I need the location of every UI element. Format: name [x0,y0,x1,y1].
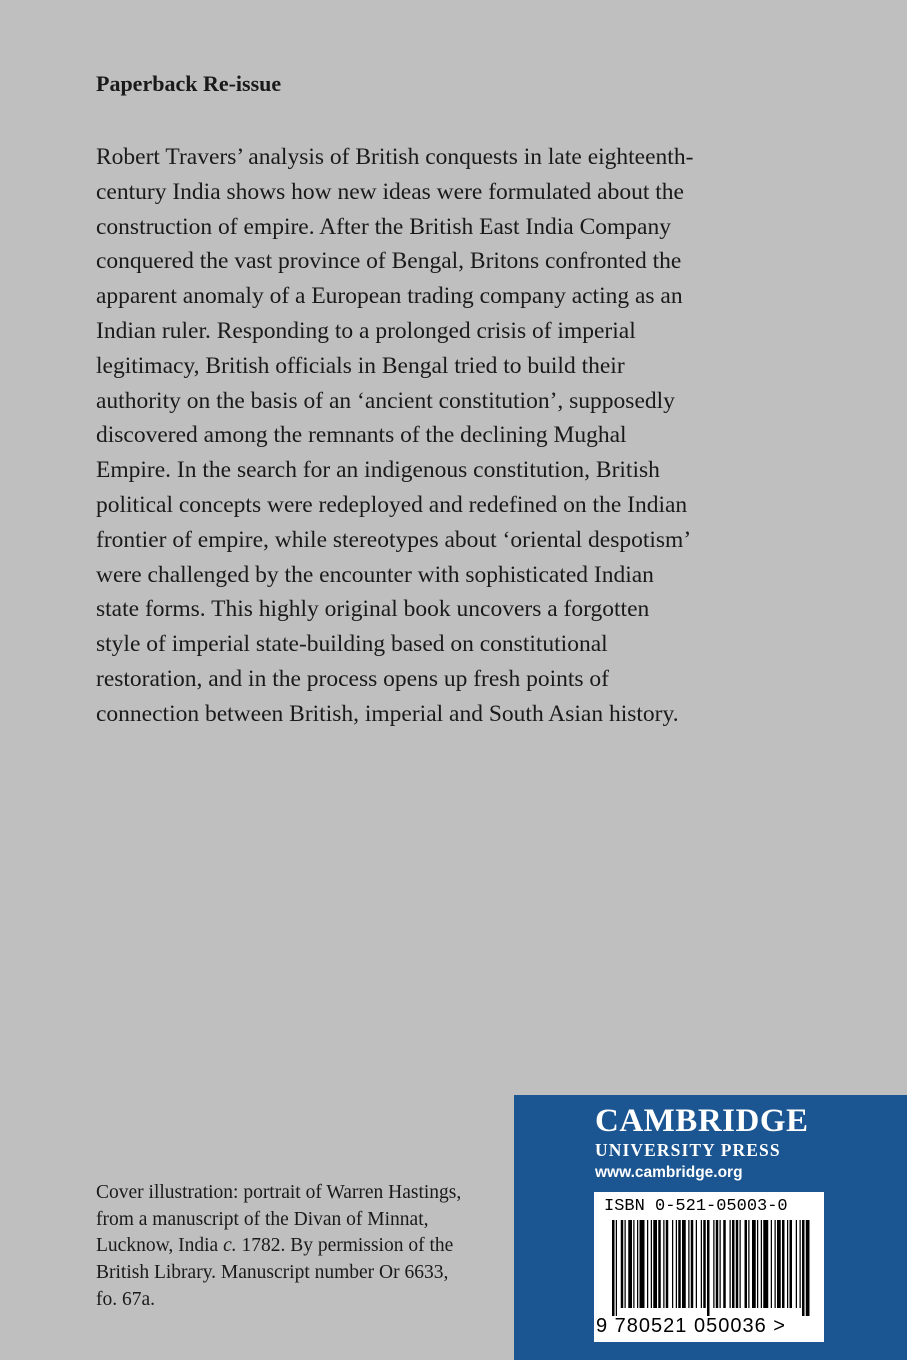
description-line: conquered the vast province of Bengal, Britons confronted the [96,248,682,275]
barcode-bar [748,1220,749,1308]
barcode-bar [701,1220,702,1308]
credit-text: 1782. By permission of the [236,1235,454,1257]
barcode-bar [616,1220,617,1316]
barcode-bar [777,1220,781,1308]
credit-line: fo. 67a. [96,1288,156,1310]
barcode-bar [628,1220,632,1308]
description-line: apparent anomaly of a European trading company acting as an [96,283,683,310]
barcode-bar [691,1220,694,1308]
barcode-bar [621,1220,624,1308]
description-line: authority on the basis of an ‘ancient constitution’, supposedly [96,387,675,414]
barcode-bar [740,1220,741,1308]
description-line: Robert Travers’ analysis of British conquests in late eighteenth- [96,144,694,170]
barcode-bar [682,1220,686,1308]
barcode-bar [787,1220,788,1308]
description-line: Empire. In the search for an indigenous constitution, British [96,457,660,484]
barcode-bar [775,1220,776,1308]
barcode-bar [625,1220,626,1308]
barcode-bar [752,1220,756,1308]
barcode-bar [745,1220,748,1308]
barcode-bar [653,1220,657,1308]
barcode-bar [640,1220,645,1308]
circa-abbreviation: c. [223,1235,237,1257]
barcode-bar [633,1220,634,1308]
credit-line: Cover illustration: portrait of Warren Hastings, [96,1182,462,1203]
description-line: were challenged by the encounter with sophisticated Indian [96,561,654,588]
barcode-bar [790,1220,793,1308]
barcode-bar [678,1220,681,1308]
barcode-bar [651,1220,652,1308]
barcode-panel [594,1192,824,1342]
credit-text: Lucknow, India [96,1235,224,1257]
publisher-panel [514,1095,907,1360]
barcode-bar [663,1220,664,1308]
barcode-bar [637,1220,638,1308]
barcode-bar [658,1220,661,1308]
barcode-bar [800,1220,801,1308]
description-line: restoration, and in the process opens up fresh points of [96,665,609,692]
barcode-bar [672,1220,673,1308]
description-line: discovered among the remnants of the declining Mughal [96,422,627,449]
credit-line [96,1233,506,1260]
barcode-bar [676,1220,677,1308]
description-line: construction of empire. After the British East India Company [96,213,671,240]
barcode-bar [757,1220,758,1308]
barcode-bar [647,1220,648,1308]
barcode-bar [796,1220,797,1308]
publisher-logo: CAMBRIDGE [595,1103,809,1139]
barcode-bar [782,1220,785,1308]
cover-illustration-credit [96,1180,506,1314]
section-heading: Paperback Re-issue [96,71,282,96]
credit-line: British Library. Manuscript number Or 6633, [96,1262,449,1284]
publisher-url: www.cambridge.org [595,1164,743,1181]
barcode-bar [612,1220,615,1316]
barcode-bar [713,1220,714,1308]
barcode-bar [806,1220,810,1316]
barcode-bar [716,1220,719,1308]
publisher-subtitle: UNIVERSITY PRESS [595,1140,781,1160]
book-description [96,140,816,732]
barcode-bar [703,1220,706,1308]
description-line: style of imperial state-building based on constitutional [96,631,608,658]
description-line: connection between British, imperial and South Asian history. [96,700,679,727]
description-line: Indian ruler. Responding to a prolonged crisis of imperial [96,317,636,344]
barcode-bar [761,1220,762,1308]
barcode-bar [732,1220,735,1308]
ean-digits: 9 780521 050036 > [596,1315,786,1337]
description-line: frontier of empire, while stereotypes about ‘oriental despotism’ [96,526,692,553]
barcode-bar [802,1220,805,1316]
barcode-bar [771,1220,772,1308]
barcode-bar [720,1220,721,1308]
isbn-number: ISBN 0-521-05003-0 [604,1197,788,1216]
barcode-image [594,1220,824,1316]
barcode-bar [696,1220,697,1308]
barcode-bar [736,1220,739,1308]
credit-line: from a manuscript of the Divan of Minnat, [96,1208,429,1230]
description-line: legitimacy, British officials in Bengal tried to build their [96,352,625,379]
description-line: political concepts were redeployed and redefined on the Indian [96,491,688,518]
description-line: state forms. This highly original book uncovers a forgotten [96,596,650,623]
barcode-bar [763,1220,768,1308]
barcode-bar [707,1220,710,1316]
barcode-bar [730,1220,731,1308]
description-line: century India shows how new ideas were formulated about the [96,178,684,205]
barcode-bar [688,1220,689,1308]
barcode-bar [666,1220,669,1308]
barcode-bar [723,1220,726,1308]
